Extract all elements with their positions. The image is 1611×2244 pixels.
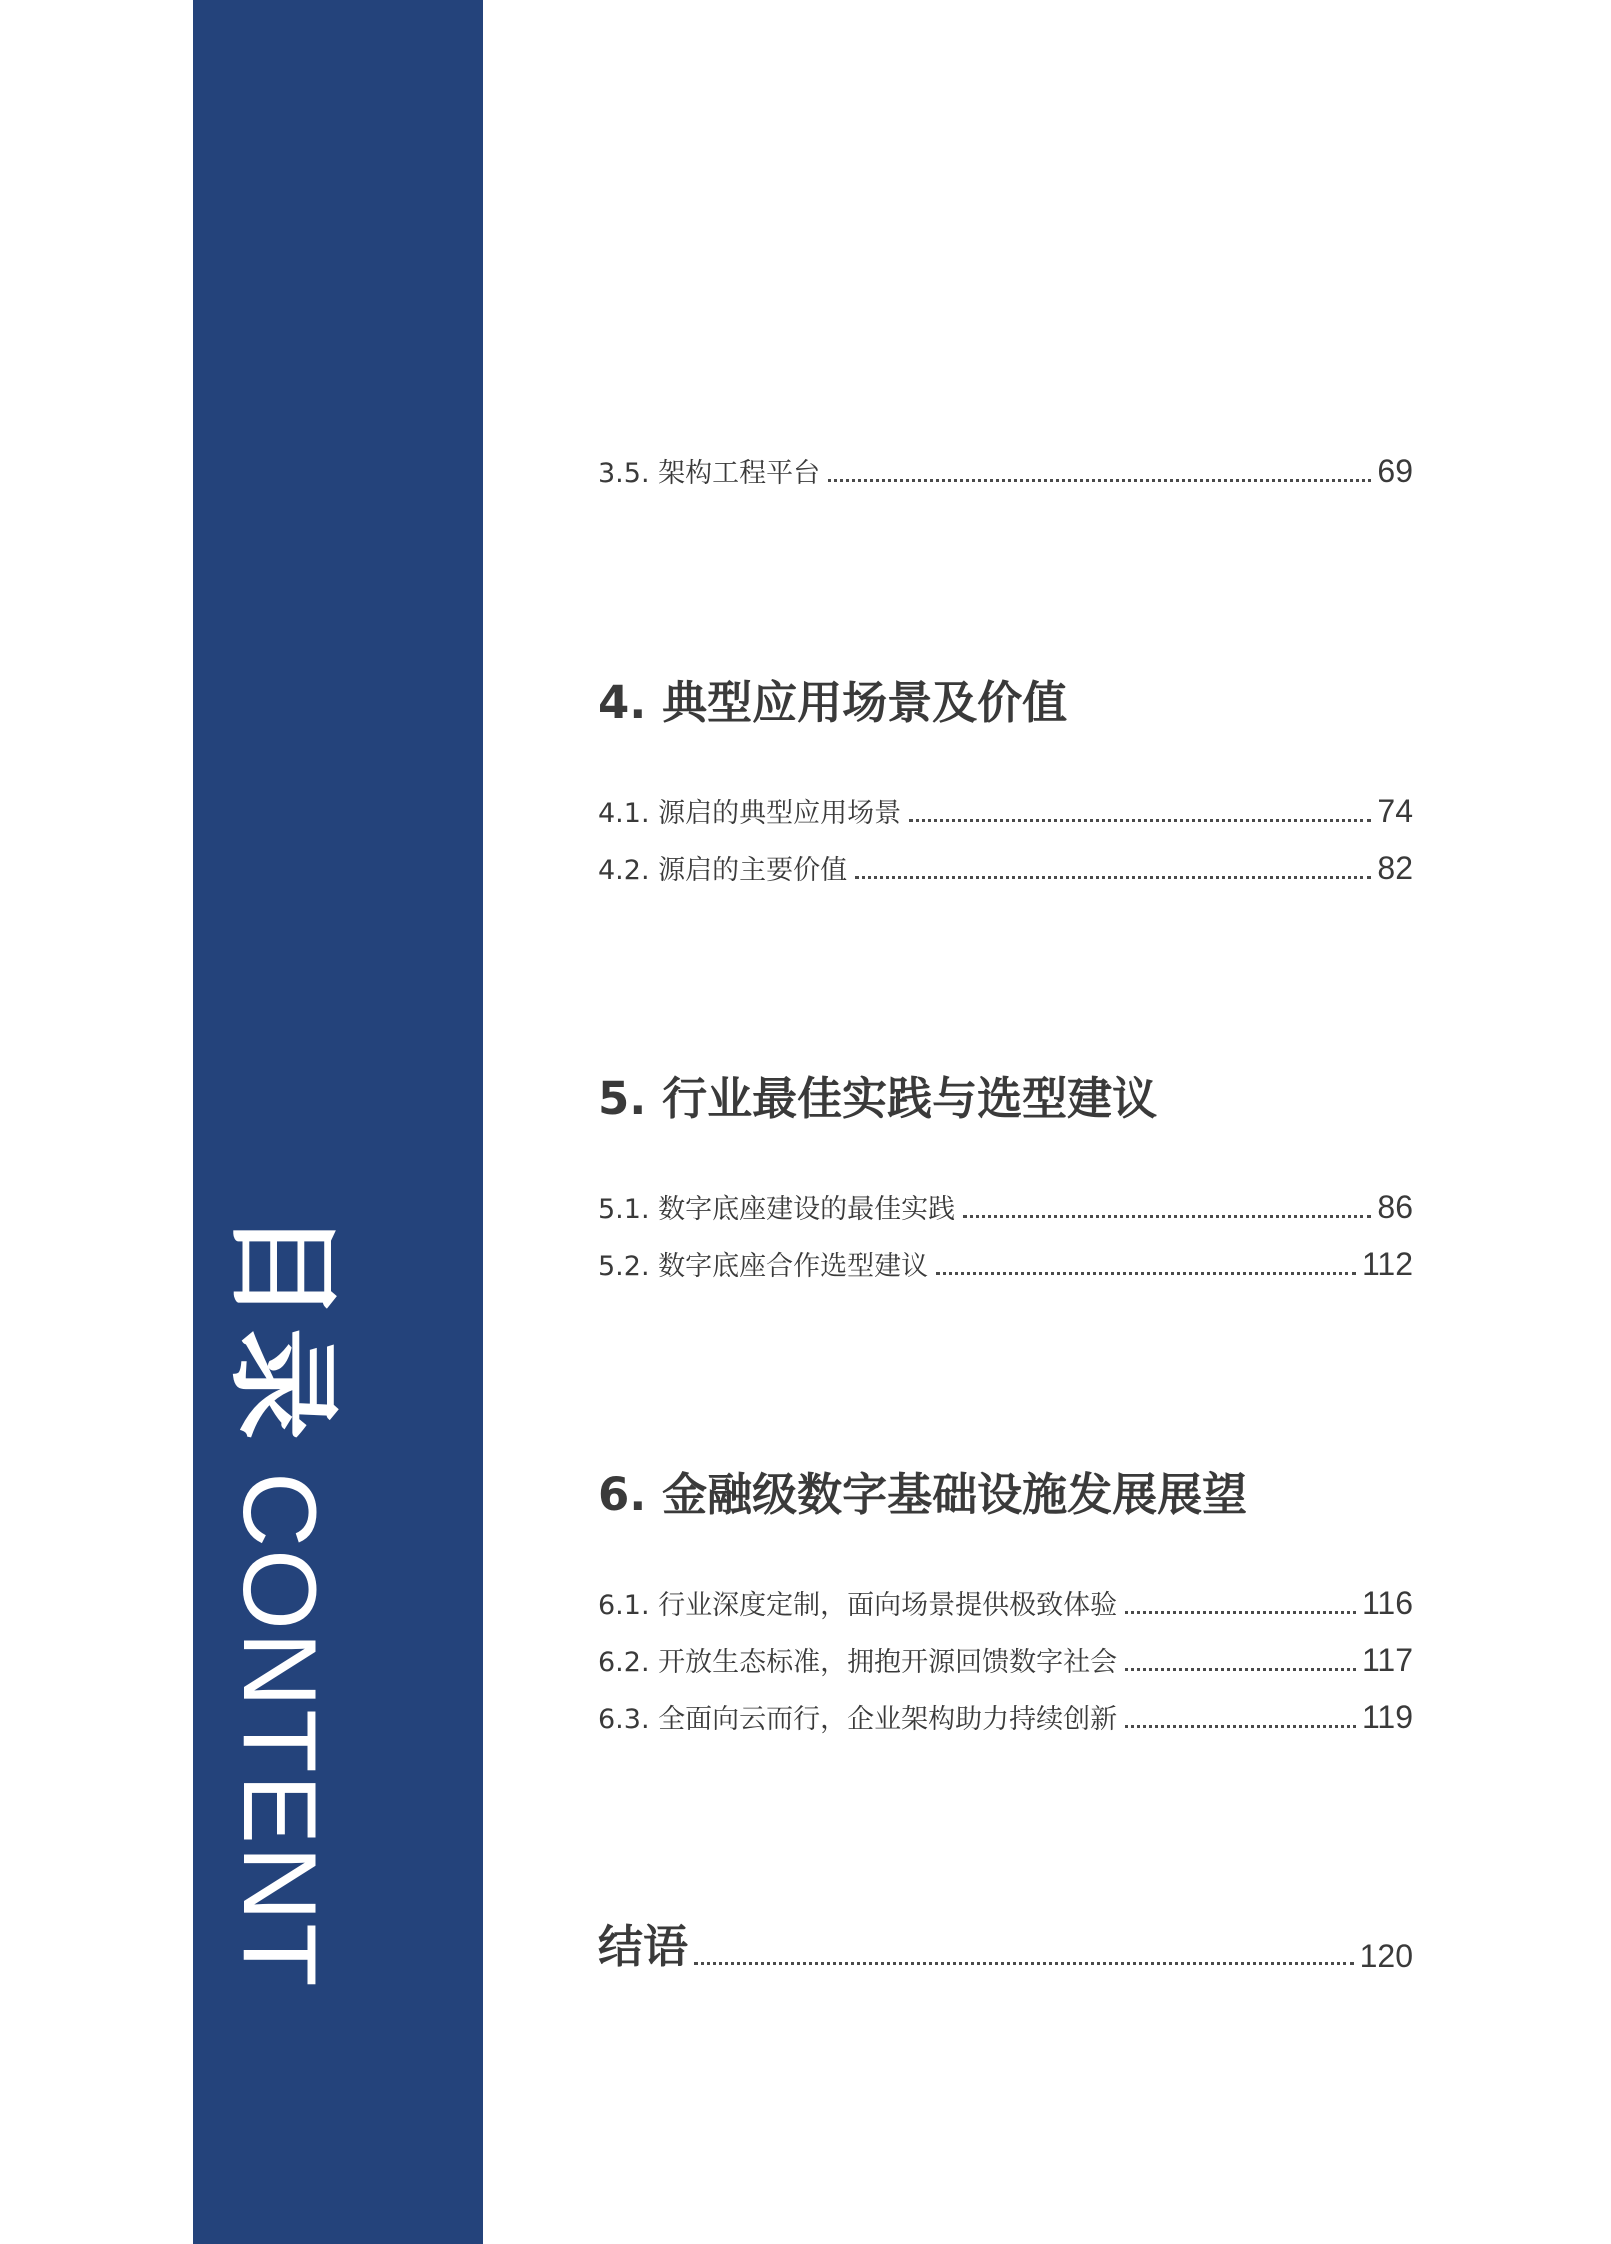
toc-entry-label: 4.1. 源启的典型应用场景 [598,798,902,829]
toc-entry-label: 6.3. 全面向云而行，企业架构助力持续创新 [598,1704,1118,1735]
toc-entry-page: 112 [1361,1246,1413,1282]
toc-entry-5-1[interactable] [598,1176,1413,1226]
toc-entry-page: 117 [1361,1642,1413,1678]
sidebar-title-en: CONTENT [221,1472,337,1989]
toc-entry-page: 120 [1359,1938,1413,1974]
sidebar-title-cn: 目录 [217,1210,347,1446]
toc-entry-label: 3.5. 架构工程平台 [598,458,821,489]
dot-leader [909,819,1371,822]
dot-leader [1125,1668,1356,1671]
chapter-heading-5[interactable]: 5. 行业最佳实践与选型建议 [598,1072,1158,1125]
toc-entry-label: 6.1. 行业深度定制，面向场景提供极致体验 [598,1590,1118,1621]
toc-entry-page: 119 [1361,1699,1413,1735]
dot-leader [1125,1725,1356,1728]
dot-leader [963,1215,1371,1218]
toc-entry-page: 116 [1361,1585,1413,1621]
sidebar-title [217,1210,347,1989]
dot-leader [828,479,1371,482]
toc-entry-page: 74 [1377,793,1413,829]
toc-entry-page: 82 [1377,850,1413,886]
toc-entry-6-2[interactable] [598,1629,1413,1679]
toc-entry-conclusion[interactable] [598,1913,1413,1975]
toc-entry-5-2[interactable] [598,1233,1413,1283]
toc-entry-page: 86 [1377,1189,1413,1225]
toc-entry-label: 4.2. 源启的主要价值 [598,855,848,886]
toc-entry-4-2[interactable] [598,837,1413,887]
dot-leader [855,876,1371,879]
dot-leader [1125,1611,1356,1614]
toc-entry-label: 5.1. 数字底座建设的最佳实践 [598,1194,956,1225]
toc-entry-4-1[interactable] [598,780,1413,830]
toc-entry-page: 69 [1377,453,1413,489]
dot-leader [694,1962,1354,1965]
chapter-heading-6[interactable]: 6. 金融级数字基础设施发展展望 [598,1468,1248,1521]
toc-entry-label: 6.2. 开放生态标准，拥抱开源回馈数字社会 [598,1647,1118,1678]
toc-entry-label: 5.2. 数字底座合作选型建议 [598,1251,929,1282]
toc-entry-6-3[interactable] [598,1686,1413,1736]
toc-entry-6-1[interactable] [598,1572,1413,1622]
toc-entry-label: 结语 [598,1920,689,1973]
dot-leader [936,1272,1356,1275]
toc-entry-3-5[interactable] [598,440,1413,490]
chapter-heading-4[interactable]: 4. 典型应用场景及价值 [598,676,1068,729]
